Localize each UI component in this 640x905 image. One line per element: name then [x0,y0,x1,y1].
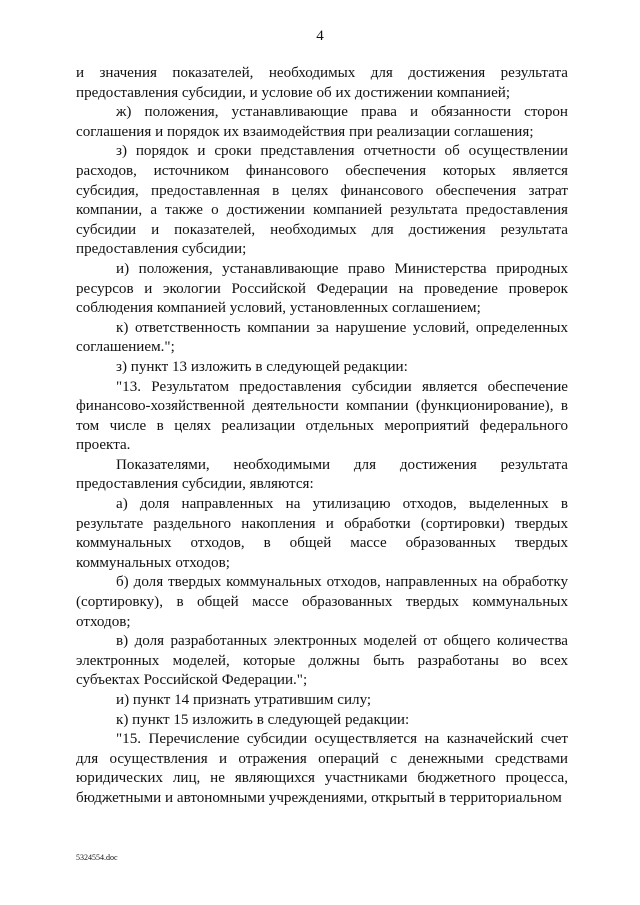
paragraph-item-k: к) ответственность компании за нарушение условий, определенных соглашением."; [76,319,568,356]
paragraph-indicators-intro: Показателями, необходимыми для достижения результата предоставления субсидии, являются: [76,456,568,493]
paragraph-amend-point-13: з) пункт 13 изложить в следующей редакции: [116,358,408,375]
paragraph-amend-point-14: и) пункт 14 признать утратившим силу; [116,692,372,708]
paragraph-point-13-text: "13. Результатом предоставления субсидии является обеспечение финансово-хозяйственной деятельности компании (функционирование), в том числе в целях реализации отдельных мероприятий федерального проекта. [76,378,568,454]
paragraph-indicator-a: а) доля направленных на утилизацию отходов, выделенных в результате раздельного накопления и обработки (сортировки) твердых коммунальных отходов, в общей массе образованных твердых коммунальных отходов; [76,496,568,571]
paragraph-point-15-text: "15. Перечисление субсидии осуществляется на казначейский счет для осуществления и отражения операций с денежными средствами юридических лиц, не являющихся участниками бюджетного процесса, бюджетными и автономными учреждениями, открытый в территориальном [76,731,568,806]
footer-file-code: 5324554.doc [76,853,118,862]
paragraph-item-i: и) положения, устанавливающие право Министерства природных ресурсов и экологии Российской Федерации на проведение проверок соблюдения компанией условий, установленных соглашением; [76,260,568,317]
paragraph-continuation: и значения показателей, необходимых для достижения результата предоставления субсидии, и условие об их достижении компанией; [76,65,568,101]
paragraph-item-z: з) порядок и сроки представления отчетности об осуществлении расходов, источником финансового обеспечения которых является субсидия, предоставленная в целях финансового обеспечения затрат компании, а также о достижении компанией результата предоставления субсидии и показателей, необходимых для достижения результата предоставления субсидии; [76,143,568,258]
paragraph-indicator-b: б) доля твердых коммунальных отходов, направленных на обработку (сортировку), в общей массе образованных твердых коммунальных отходов; [76,574,568,630]
paragraph-item-zh: ж) положения, устанавливающие права и обязанности сторон соглашения и порядок их взаимодействия при реализации соглашения; [76,104,568,140]
page-number: 4 [316,28,324,44]
paragraph-amend-point-15: к) пункт 15 изложить в следующей редакции: [116,711,410,728]
paragraph-indicator-v: в) доля разработанных электронных моделей от общего количества электронных моделей, которые должны быть разработаны во всех субъектах Российской Федерации."; [76,633,568,689]
document-body [76,64,568,809]
